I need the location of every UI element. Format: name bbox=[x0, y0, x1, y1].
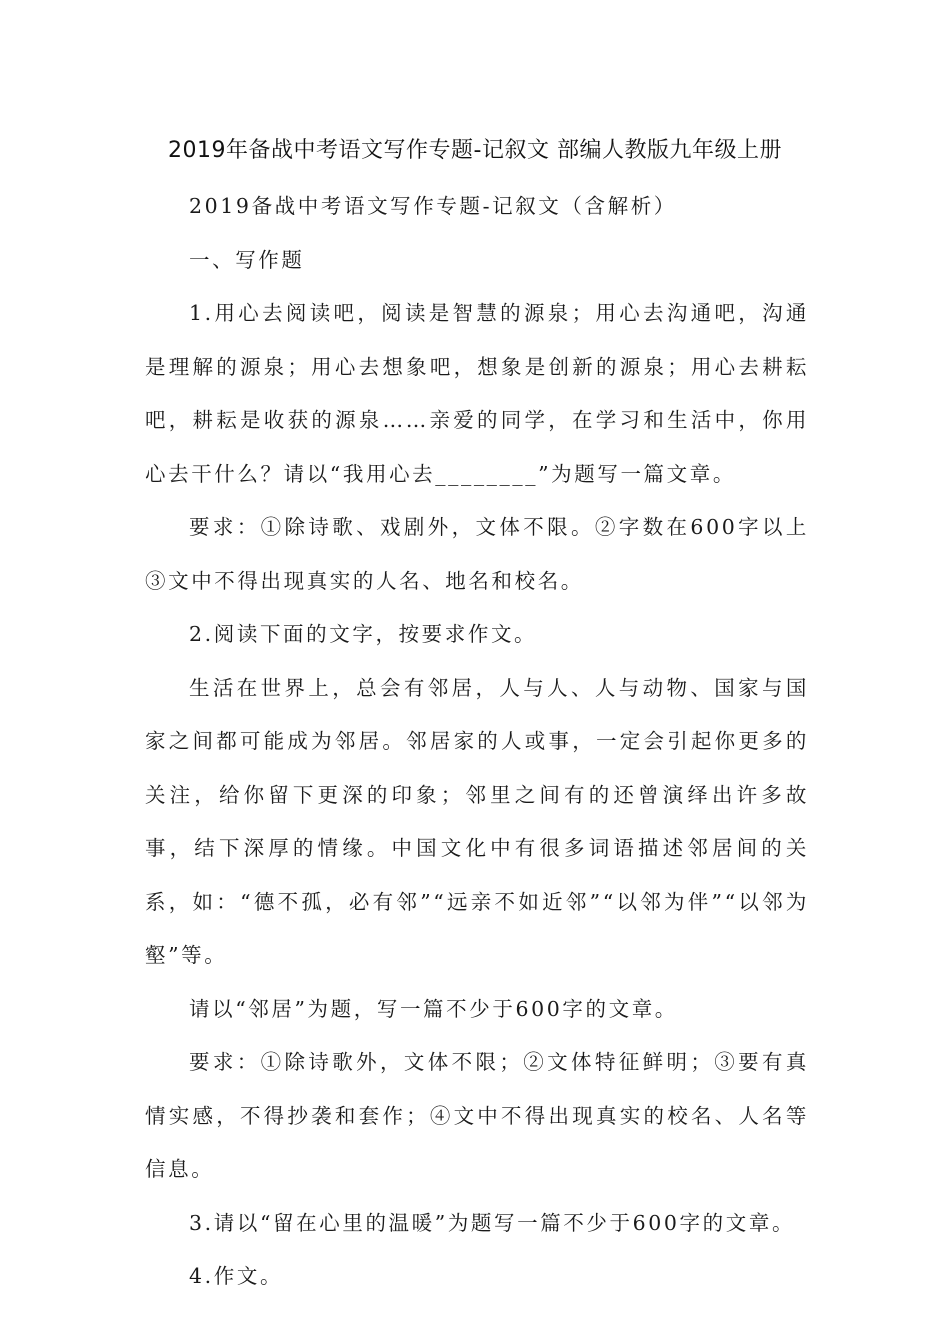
document-body bbox=[145, 180, 809, 1304]
question-1-requirements: 要求：①除诗歌、戏剧外，文体不限。②字数在600字以上③文中不得出现真实的人名、地名和校名。 bbox=[145, 515, 809, 593]
question-2-requirements: 要求：①除诗歌外，文体不限；②文体特征鲜明；③要有真情实感，不得抄袭和套作；④文中不得出现真实的校名、人名等信息。 bbox=[145, 1050, 809, 1181]
question-3-paragraph: 3.请以“留在心里的温暖”为题写一篇不少于600字的文章。 bbox=[189, 1210, 796, 1235]
question-2-paragraph: 2.阅读下面的文字，按要求作文。 bbox=[189, 622, 538, 646]
section-heading: 一、写作题 bbox=[189, 247, 305, 272]
subtitle-paragraph: 2019备战中考语文写作专题-记叙文（含解析） bbox=[189, 194, 677, 218]
question-4-paragraph: 4.作文。 bbox=[189, 1264, 284, 1288]
question-2-prompt: 请以“邻居”为题，写一篇不少于600字的文章。 bbox=[189, 996, 678, 1021]
document-title: 2019年备战中考语文写作专题-记叙文 部编人教版九年级上册 bbox=[168, 138, 782, 163]
question-2-material: 生活在世界上，总会有邻居，人与人、人与动物、国家与国家之间都可能成为邻居。邻居家的人或事，一定会引起你更多的关注，给你留下更深的印象；邻里之间有的还曾演绎出许多故事，结下深厚的情缘。中国文化中有很多词语描述邻居间的关系，如：“德不孤，必有邻”“远亲不如近邻”“以邻为伴”“以邻为壑”等。 bbox=[145, 675, 809, 967]
question-1-paragraph: 1.用心去阅读吧，阅读是智慧的源泉；用心去沟通吧，沟通是理解的源泉；用心去想象吧，想象是创新的源泉；用心去耕耘吧，耕耘是收获的源泉……亲爱的同学，在学习和生活中，你用心去干什么？请以“我用心去________”为题写一篇文章。 bbox=[145, 301, 809, 486]
